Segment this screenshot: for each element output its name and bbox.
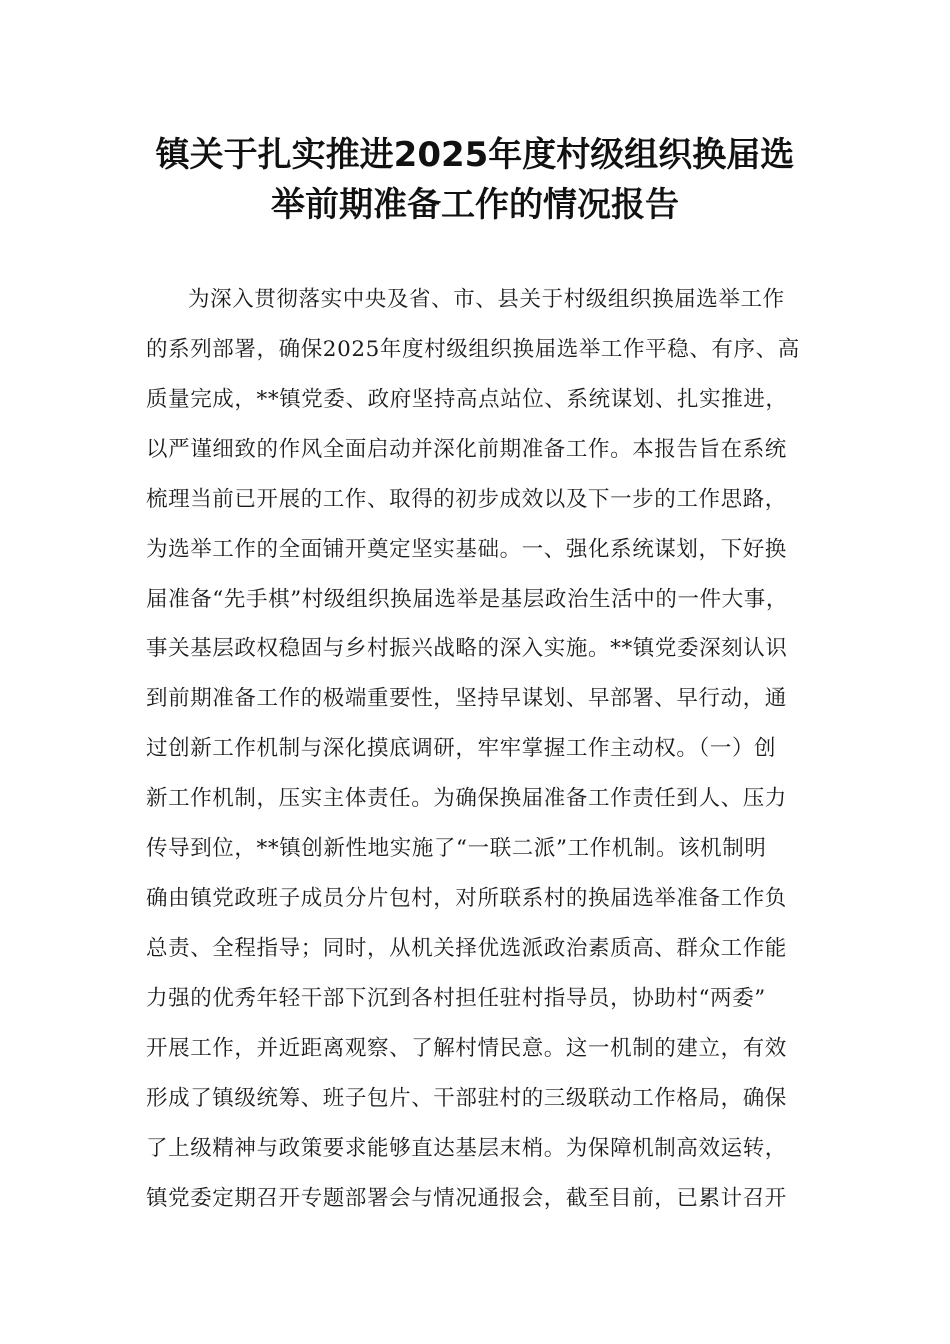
paragraph-line: 事关基层政权稳固与乡村振兴战略的深入实施。**镇党委深刻认识	[146, 636, 788, 661]
paragraph-line: 的系列部署，确保2025年度村级组织换届选举工作平稳、有序、高	[146, 337, 800, 362]
paragraph-line: 梳理当前已开展的工作、取得的初步成效以及下一步的工作思路，	[146, 487, 787, 512]
document-title-line-1: 镇关于扎实推进2025年度村级组织换届选	[155, 135, 795, 175]
paragraph-line: 以严谨细致的作风全面启动并深化前期准备工作。本报告旨在系统	[146, 437, 787, 462]
paragraph-line: 开展工作，并近距离观察、了解村情民意。这一机制的建立，有效	[146, 1036, 787, 1061]
paragraph-line: 确由镇党政班子成员分片包村，对所联系村的换届选举准备工作负	[146, 886, 787, 911]
paragraph-line: 了上级精神与政策要求能够直达基层末梢。为保障机制高效运转，	[146, 1136, 787, 1161]
paragraph-line: 新工作机制，压实主体责任。为确保换届准备工作责任到人、压力	[146, 786, 787, 811]
paragraph-line: 质量完成，**镇党委、政府坚持高点站位、系统谋划、扎实推进，	[146, 387, 788, 412]
paragraph-line: 为选举工作的全面铺开奠定坚实基础。一、强化系统谋划，下好换	[146, 537, 787, 562]
paragraph-line: 届准备“先手棋”村级组织换届选举是基层政治生活中的一件大事，	[146, 587, 788, 612]
paragraph-line: 镇党委定期召开专题部署会与情况通报会，截至目前，已累计召开	[146, 1186, 787, 1211]
paragraph-line: 传导到位，**镇创新性地实施了“一联二派”工作机制。该机制明	[146, 836, 767, 861]
paragraph-line: 总责、全程指导；同时，从机关择优选派政治素质高、群众工作能	[146, 936, 787, 961]
paragraph-line: 形成了镇级统筹、班子包片、干部驻村的三级联动工作格局，确保	[146, 1086, 787, 1111]
document-title-line-2: 举前期准备工作的情况报告	[271, 185, 679, 225]
paragraph-line: 为深入贯彻落实中央及省、市、县关于村级组织换届选举工作	[188, 287, 785, 312]
paragraph-line: 过创新工作机制与深化摸底调研，牢牢掌握工作主动权。（一）创	[146, 736, 777, 761]
paragraph-line: 到前期准备工作的极端重要性，坚持早谋划、早部署、早行动，通	[146, 686, 787, 711]
paragraph-line: 力强的优秀年轻干部下沉到各村担任驻村指导员，协助村“两委”	[146, 986, 766, 1011]
